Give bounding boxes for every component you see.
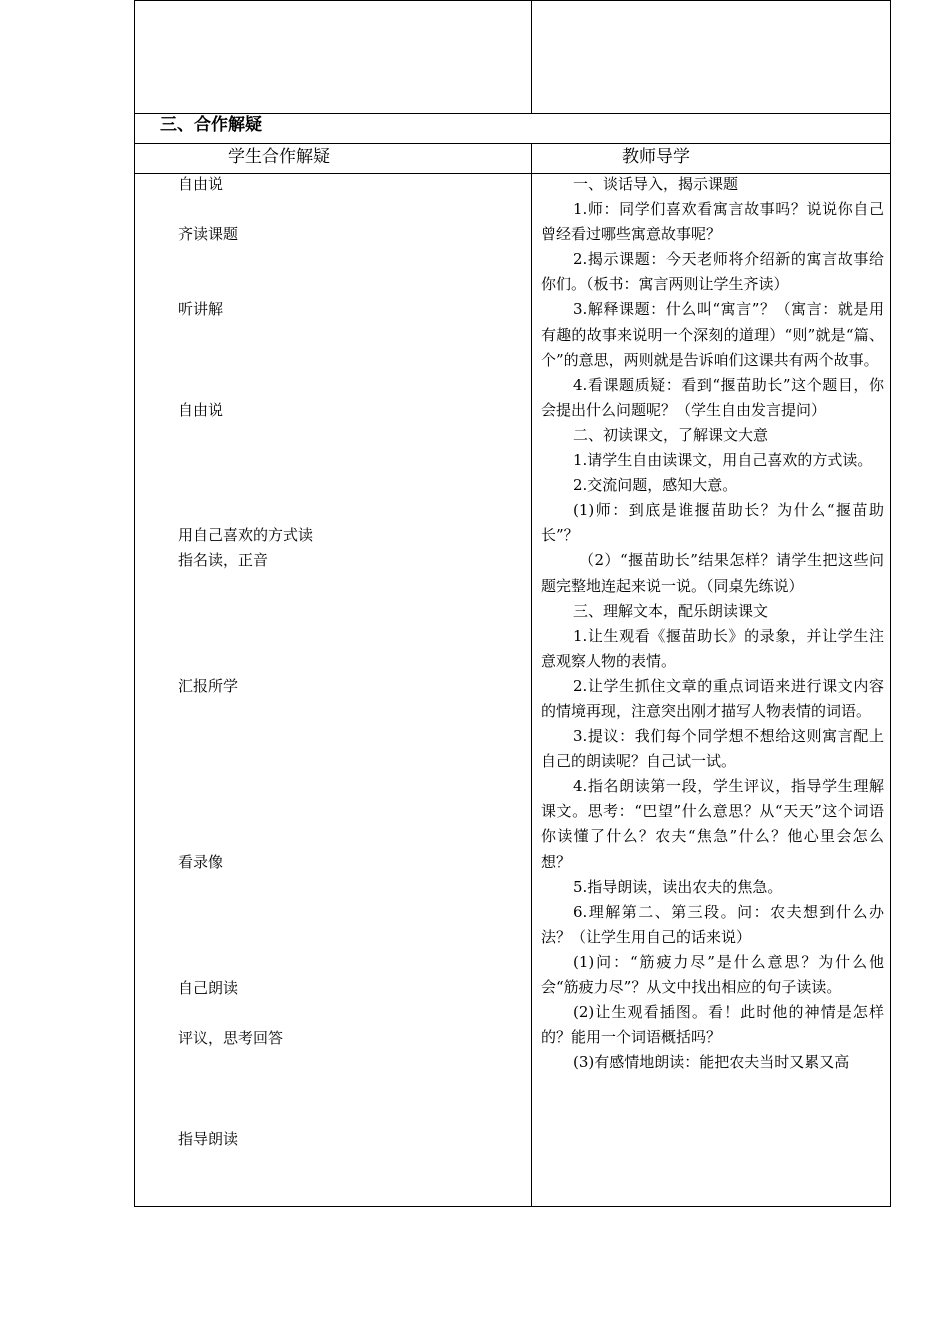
guidance-heading: 一、谈话导入，揭示课题 [573,175,739,193]
guidance-paragraph: 4.指名朗读第一段，学生评议，指导学生理解课文。思考：“巴望”什么意思？从“天天”这个词语你读懂了什么？农夫“焦急”什么？他心里会怎么想？ [541,777,884,871]
guidance-paragraph: (2)让生观看插图。看！此时他的神情是怎样的？能用一个词语概括吗？ [541,1003,884,1047]
guidance-paragraph: 4.看课题质疑：看到“揠苗助长”这个题目，你会提出什么问题呢？（学生自由发言提问） [541,375,884,419]
guidance-paragraph: 3.提议：我们每个同学想不想给这则寓言配上自己的朗读呢？自己试一试。 [541,727,884,771]
student-activity: 用自己喜欢的方式读 [178,526,314,544]
guidance-paragraph: 1.师：同学们喜欢看寓言故事吗？说说你自己曾经看过哪些寓意故事呢？ [541,200,884,244]
student-activity: 看录像 [178,853,224,871]
guidance-paragraph: (3)有感情地朗读：能把农夫当时又累又高 [573,1053,850,1072]
guidance-paragraph: 6.理解第二、第三段。问：农夫想到什么办法？（让学生用自己的话来说） [541,902,884,946]
student-activity: 齐读课题 [178,225,239,243]
guidance-paragraph: 2.交流问题，感知大意。 [573,476,738,495]
guidance-paragraph: (1)问：“筋疲力尽”是什么意思？为什么他会“筋疲力尽”？从文中找出相应的句子读读。 [541,952,884,996]
column-divider-top [531,0,532,113]
guidance-paragraph: 5.指导朗读，读出农夫的焦急。 [573,877,783,896]
student-activity: 自由说 [178,401,224,419]
student-activity: 听讲解 [178,300,224,318]
student-activity: 指名读，正音 [178,551,269,569]
guidance-paragraph: 3.解释课题：什么叫“寓言”？（寓言：就是用有趣的故事来说明一个深刻的道理）“则”就是“篇、个”的意思，两则就是告诉咱们这课共有两个故事。 [541,300,884,369]
column-divider-body [531,143,532,1207]
student-activity: 自由说 [178,175,224,193]
guidance-paragraph: （2）“揠苗助长”结果怎样？请学生把这些问题完整地连起来说一说。（同桌先练说） [541,551,884,595]
student-column-header: 学生合作解疑 [228,147,330,167]
student-activity: 汇报所学 [178,677,239,695]
student-activity: 指导朗读 [178,1130,239,1148]
guidance-paragraph: 1.请学生自由读课文，用自己喜欢的方式读。 [573,451,873,470]
student-activity: 自己朗读 [178,979,239,997]
teacher-guidance-column [541,172,884,1075]
guidance-heading: 二、初读课文，了解课文大意 [573,425,769,444]
guidance-paragraph: (1)师：到底是谁揠苗助长？为什么“揠苗助长”？ [541,501,884,545]
student-activity: 评议，思考回答 [178,1029,284,1047]
guidance-heading: 三、理解文本，配乐朗读课文 [573,601,769,620]
teacher-column-header: 教师导学 [622,147,690,167]
guidance-paragraph: 1.让生观看《揠苗助长》的录象，并让学生注意观察人物的表情。 [541,626,884,670]
guidance-paragraph: 2.让学生抓住文章的重点词语来进行课文内容的情境再现，注意突出刚才描写人物表情的词语。 [541,676,884,720]
guidance-paragraph: 2.揭示课题：今天老师将介绍新的寓言故事给你们。（板书：寓言两则让学生齐读） [541,250,884,294]
section-title: 三、合作解疑 [160,115,262,135]
